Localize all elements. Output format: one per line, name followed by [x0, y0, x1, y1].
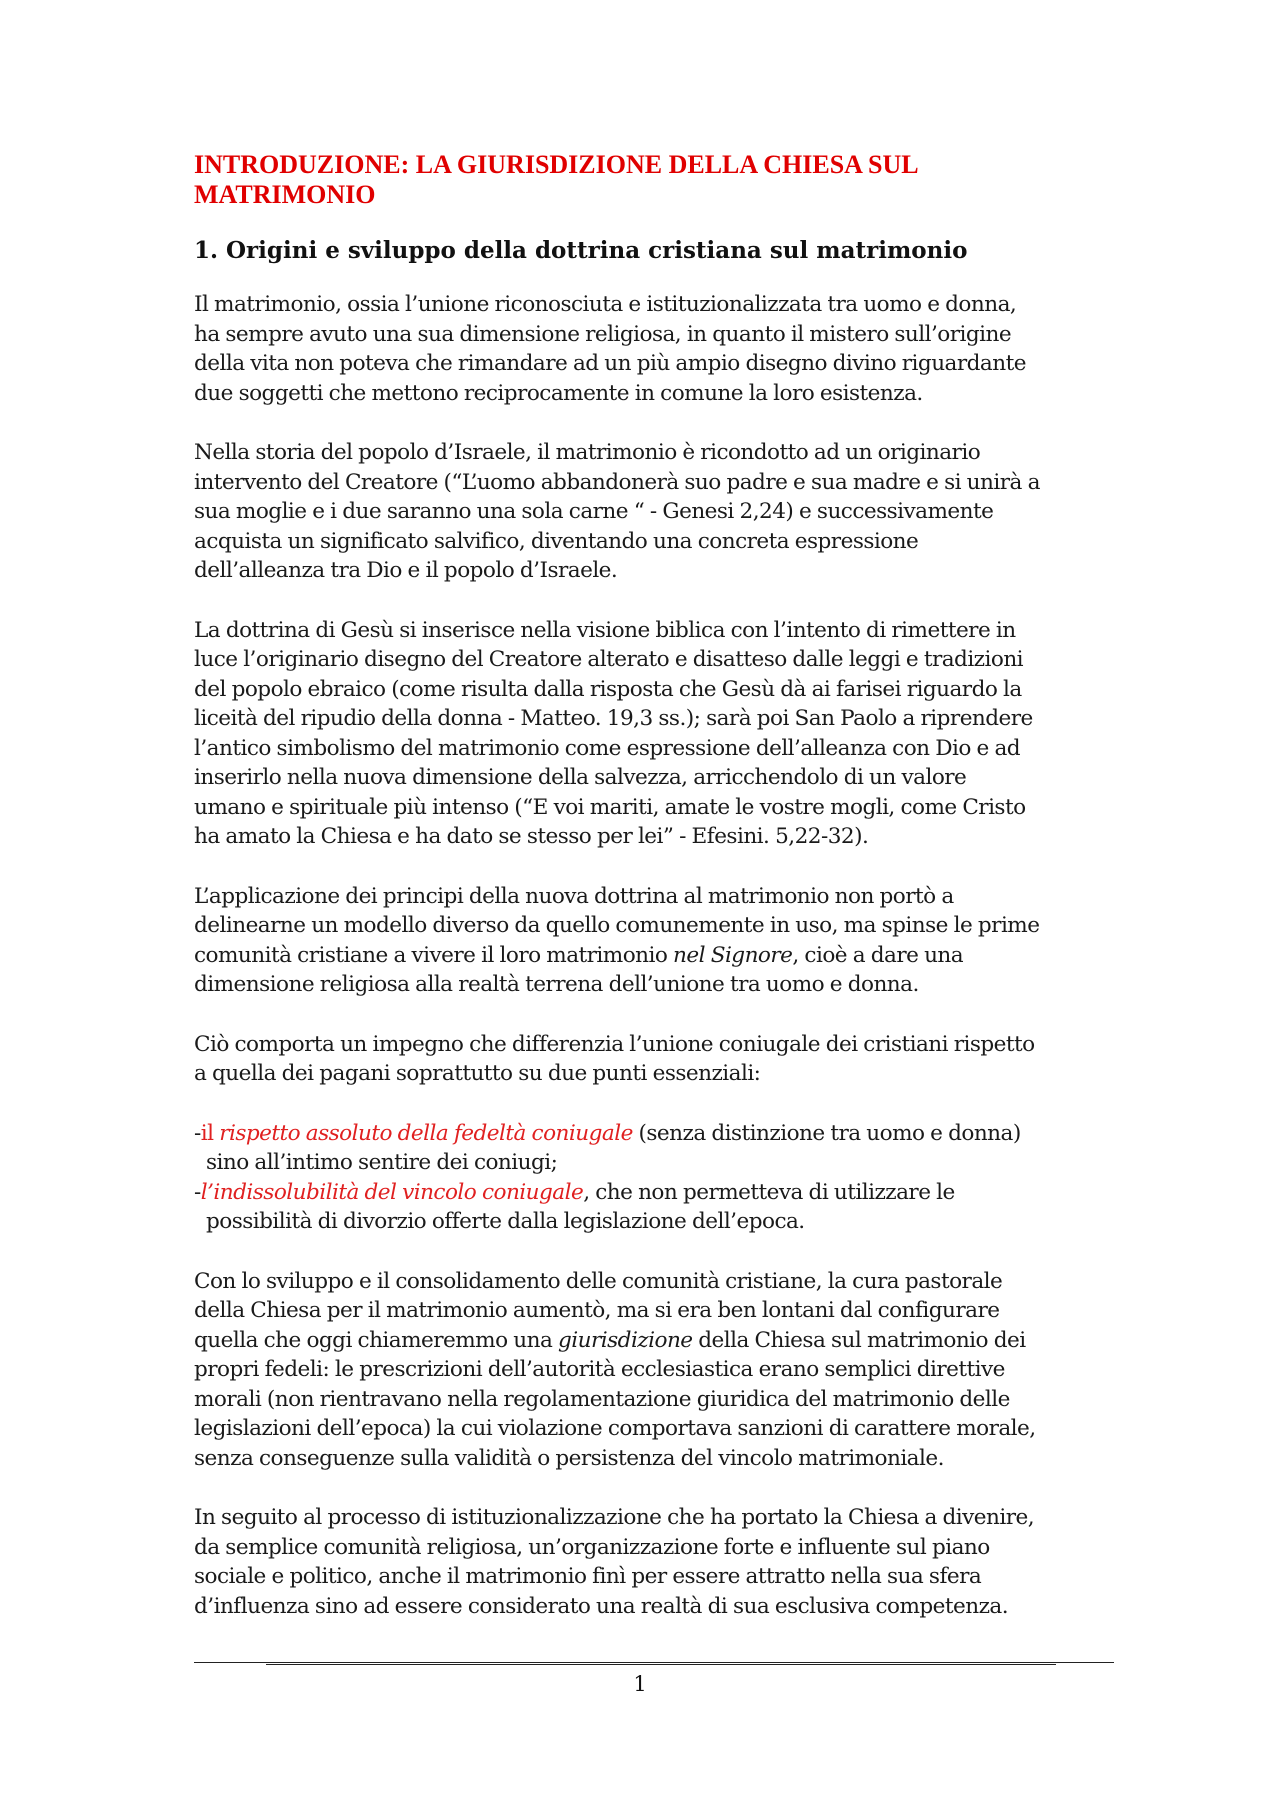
italic-phrase: nel Signore — [673, 942, 793, 968]
paragraph-line: La dottrina di Gesù si inserisce nella visione biblica con l’intento di rimettere in — [194, 617, 1016, 643]
bullet-list — [194, 1119, 1134, 1237]
paragraph-5 — [194, 1030, 1134, 1089]
paragraph-line: da semplice comunità religiosa, un’organizzazione forte e influente sul piano — [194, 1534, 990, 1560]
paragraph-line: propri fedeli: le prescrizioni dell’autorità ecclesiastica erano semplici direttive — [194, 1357, 1005, 1382]
bullet-item-1 — [194, 1119, 1134, 1149]
footer-rule — [194, 1662, 1114, 1663]
paragraph-line: l’antico simbolismo del matrimonio come espressione dell’alleanza con Dio e ad — [194, 735, 1021, 761]
paragraph-line: delinearne un modello diverso da quello comunemente in uso, ma spinse le prime — [194, 913, 1040, 938]
paragraph-line: del popolo ebraico (come risulta dalla risposta che Gesù dà ai farisei riguardo la — [194, 676, 1022, 702]
paragraph-line: L’applicazione dei principi della nuova dottrina al matrimonio non portò a — [194, 883, 954, 909]
paragraph-line: legislazioni dell’epoca) la cui violazione comportava sanzioni di carattere morale, — [194, 1416, 1036, 1441]
paragraph-line: inserirlo nella nuova dimensione della salvezza, arricchendolo di un valore — [194, 765, 967, 790]
paragraph-6 — [194, 1267, 1134, 1474]
bullet-item-2-continuation: possibilità di divorzio offerte dalla legislazione dell’epoca. — [206, 1209, 805, 1234]
paragraph-line: Il matrimonio, ossia l’unione riconosciuta e istituzionalizzata tra uomo e donna, — [194, 292, 1017, 317]
document-title-line-1: INTRODUZIONE: LA GIURISDIZIONE DELLA CHIESA SUL — [194, 150, 919, 179]
text-run: (senza distinzione tra uomo e donna) — [632, 1120, 1021, 1146]
bullet-dash: - — [194, 1120, 201, 1146]
paragraph-3 — [194, 616, 1134, 852]
paragraph-line: sua moglie e i due saranno una sola carne “ - Genesi 2,24) e successivamente — [194, 499, 994, 524]
text-run: comunità cristiane a vivere il loro matrimonio — [194, 942, 674, 968]
text-run: , cioè a dare una — [792, 942, 964, 968]
paragraph-line: luce l’originario disegno del Creatore alterato e disatteso dalle leggi e tradizioni — [194, 647, 1024, 672]
paragraph-7 — [194, 1503, 1134, 1621]
paragraph-line: Con lo sviluppo e il consolidamento delle comunità cristiane, la cura pastorale — [194, 1268, 1003, 1294]
bullet-dash: - — [194, 1179, 201, 1205]
highlight-italic: l’indissolubilità del vincolo coniugale — [200, 1179, 584, 1205]
paragraph-4 — [194, 882, 1134, 1000]
paragraph-line: della Chiesa per il matrimonio aumentò, ma si era ben lontani dal configurare — [194, 1298, 1000, 1323]
document-title-line-2: MATRIMONIO — [194, 180, 376, 209]
paragraph-line: dell’alleanza tra Dio e il popolo d’Israele. — [194, 558, 618, 583]
page-content — [194, 150, 1134, 1651]
text-run: della Chiesa sul matrimonio dei — [692, 1327, 1026, 1353]
bullet-item-1-continuation: sino all’intimo sentire dei coniugi; — [206, 1150, 558, 1175]
paragraph-line: senza conseguenze sulla validità o persistenza del vincolo matrimoniale. — [194, 1445, 944, 1471]
paragraph-line: intervento del Creatore (“L’uomo abbandonerà suo padre e sua madre e si unirà a — [194, 469, 1040, 495]
paragraph-line: umano e spirituale più intenso (“E voi mariti, amate le vostre mogli, come Cristo — [194, 794, 1026, 820]
text-run: , che non permetteva di utilizzare le — [583, 1179, 955, 1205]
paragraph-line — [194, 1326, 1134, 1356]
paragraph-2 — [194, 438, 1134, 586]
highlight-text: il — [200, 1120, 220, 1146]
bullet-item-2 — [194, 1178, 1134, 1208]
text-run: quella che oggi chiameremmo una — [194, 1327, 559, 1353]
paragraph-line: Ciò comporta un impegno che differenzia l’unione coniugale dei cristiani rispetto — [194, 1031, 1035, 1057]
paragraph-line: dimensione religiosa alla realtà terrena dell’unione tra uomo e donna. — [194, 972, 919, 997]
paragraph-line: Nella storia del popolo d’Israele, il matrimonio è ricondotto ad un originario — [194, 440, 981, 465]
paragraph-line: della vita non poteva che rimandare ad un più ampio disegno divino riguardante — [194, 351, 1026, 376]
paragraph-line: due soggetti che mettono reciprocamente in comune la loro esistenza. — [194, 380, 923, 406]
page-number: 1 — [633, 1672, 647, 1696]
paragraph-line: ha amato la Chiesa e ha dato se stesso per lei” - Efesini. 5,22-32). — [194, 824, 869, 849]
section-title: 1. Origini e sviluppo della dottrina cristiana sul matrimonio — [194, 237, 968, 264]
paragraph-line: ha sempre avuto una sua dimensione religiosa, in quanto il mistero sull’origine — [194, 321, 1012, 347]
footer-rule-inner — [266, 1664, 1056, 1665]
paragraph-line: morali (non rientravano nella regolamentazione giuridica del matrimonio delle — [194, 1386, 1010, 1412]
paragraph-line: In seguito al processo di istituzionalizzazione che ha portato la Chiesa a divenire, — [194, 1505, 1035, 1530]
paragraph-line: d’influenza sino ad essere considerato una realtà di sua esclusiva competenza. — [194, 1593, 1009, 1619]
paragraph-line — [194, 941, 1134, 971]
paragraph-1 — [194, 290, 1134, 408]
paragraph-line: a quella dei pagani soprattutto su due punti essenziali: — [194, 1061, 761, 1086]
italic-phrase: giurisdizione — [558, 1327, 693, 1353]
highlight-italic: rispetto assoluto della fedeltà coniugale — [219, 1120, 633, 1146]
paragraph-line: acquista un significato salvifico, diventando una concreta espressione — [194, 528, 919, 554]
paragraph-line: sociale e politico, anche il matrimonio finì per essere attratto nella sua sfera — [194, 1564, 982, 1589]
document-title — [194, 150, 1134, 210]
paragraph-line: liceità del ripudio della donna - Matteo. 19,3 ss.); sarà poi San Paolo a riprendere — [194, 706, 1033, 731]
